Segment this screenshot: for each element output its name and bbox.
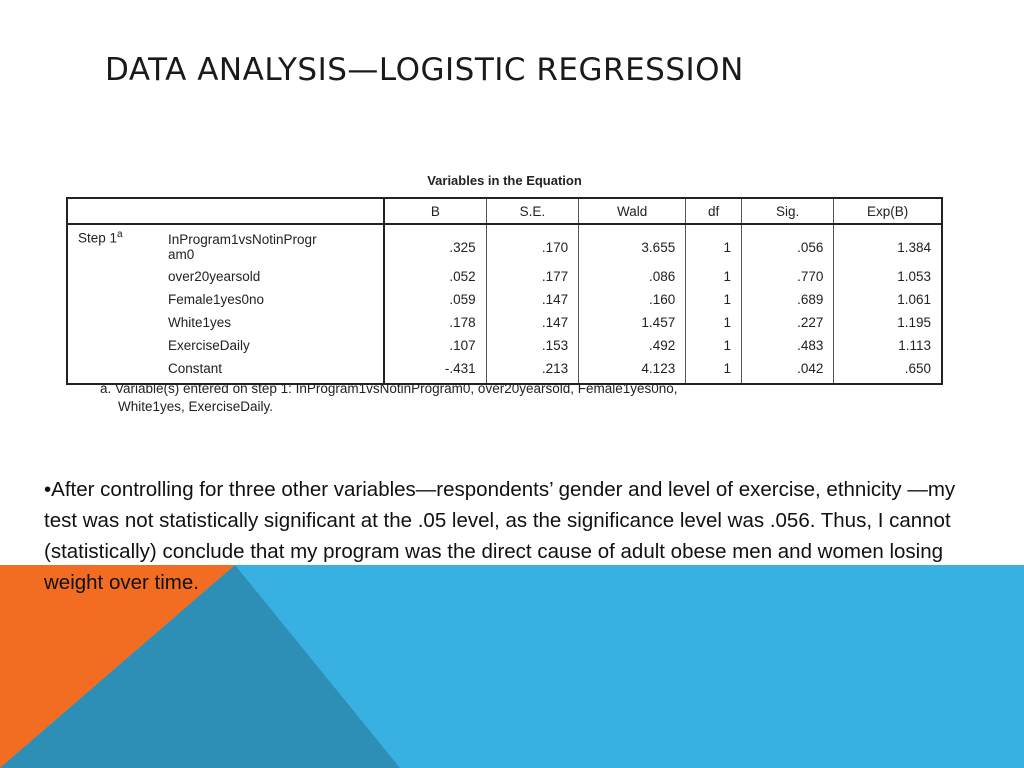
cell-expb: 1.061 <box>834 288 942 311</box>
table-caption: Variables in the Equation <box>427 173 582 188</box>
cell-se: .153 <box>486 334 578 357</box>
footnote-line1: a. Variable(s) entered on step 1: InProgram1vsNotinProgram0, over20yearsold, Female1yes0no, <box>100 381 678 396</box>
cell-expb: 1.384 <box>834 224 942 265</box>
cell-df: 1 <box>686 334 742 357</box>
cell-wald: .086 <box>579 265 686 288</box>
cell-expb: .650 <box>834 357 942 384</box>
cell-wald: .492 <box>579 334 686 357</box>
step-superscript: a <box>117 229 123 240</box>
step-label: Step 1 <box>78 230 118 246</box>
footnote-line2: White1yes, ExerciseDaily. <box>118 399 274 414</box>
cell-b: .178 <box>384 311 486 334</box>
cell-wald: .160 <box>579 288 686 311</box>
step-label-cell <box>67 224 154 384</box>
cell-b: .052 <box>384 265 486 288</box>
conclusion-paragraph: •After controlling for three other variables—respondents’ gender and level of exercise, ethnicity —my test was not statistically significant at the .05 level, as the significance level was .056. Thus, I cannot (statistically) conclude that my program was the direct cause of adult obese men and women losing weight over time. <box>44 478 956 594</box>
cell-b: .325 <box>384 224 486 265</box>
header-stub-step <box>67 198 154 224</box>
cell-b: .059 <box>384 288 486 311</box>
header-stub-variable <box>154 198 384 224</box>
cell-wald: 1.457 <box>579 311 686 334</box>
table-row <box>67 288 942 311</box>
cell-df: 1 <box>686 311 742 334</box>
cell-df: 1 <box>686 265 742 288</box>
cell-expb: 1.113 <box>834 334 942 357</box>
variable-name <box>154 224 384 265</box>
col-header-se: S.E. <box>486 198 578 224</box>
cell-se: .147 <box>486 311 578 334</box>
cell-df: 1 <box>686 288 742 311</box>
variable-name-line2: am0 <box>168 247 195 262</box>
cell-sig: .483 <box>741 334 833 357</box>
cell-expb: 1.053 <box>834 265 942 288</box>
table-footnote <box>100 380 900 416</box>
col-header-sig: Sig. <box>741 198 833 224</box>
cell-df: 1 <box>686 224 742 265</box>
cell-se: .147 <box>486 288 578 311</box>
variable-name: White1yes <box>154 311 384 334</box>
cell-sig: .227 <box>741 311 833 334</box>
cell-se: .177 <box>486 265 578 288</box>
col-header-expb: Exp(B) <box>834 198 942 224</box>
variables-in-equation-table <box>66 197 943 385</box>
cell-b: .107 <box>384 334 486 357</box>
cell-b: -.431 <box>384 357 486 384</box>
table-row <box>67 265 942 288</box>
cell-wald: 4.123 <box>579 357 686 384</box>
cell-sig: .689 <box>741 288 833 311</box>
variable-name: over20yearsold <box>154 265 384 288</box>
slide-title: DATA ANALYSIS—LOGISTIC REGRESSION <box>105 52 744 88</box>
col-header-wald: Wald <box>579 198 686 224</box>
col-header-df: df <box>686 198 742 224</box>
cell-sig: .056 <box>741 224 833 265</box>
variable-name: Female1yes0no <box>154 288 384 311</box>
table-header-row <box>67 198 942 224</box>
table-row <box>67 224 942 265</box>
cell-sig: .770 <box>741 265 833 288</box>
cell-wald: 3.655 <box>579 224 686 265</box>
variable-name-line1: InProgram1vsNotinProgr <box>168 232 317 247</box>
col-header-b: B <box>384 198 486 224</box>
variable-name: Constant <box>154 357 384 384</box>
variable-name: ExerciseDaily <box>154 334 384 357</box>
cell-sig: .042 <box>741 357 833 384</box>
cell-df: 1 <box>686 357 742 384</box>
table-row <box>67 334 942 357</box>
cell-se: .170 <box>486 224 578 265</box>
table-row <box>67 311 942 334</box>
cell-se: .213 <box>486 357 578 384</box>
cell-expb: 1.195 <box>834 311 942 334</box>
